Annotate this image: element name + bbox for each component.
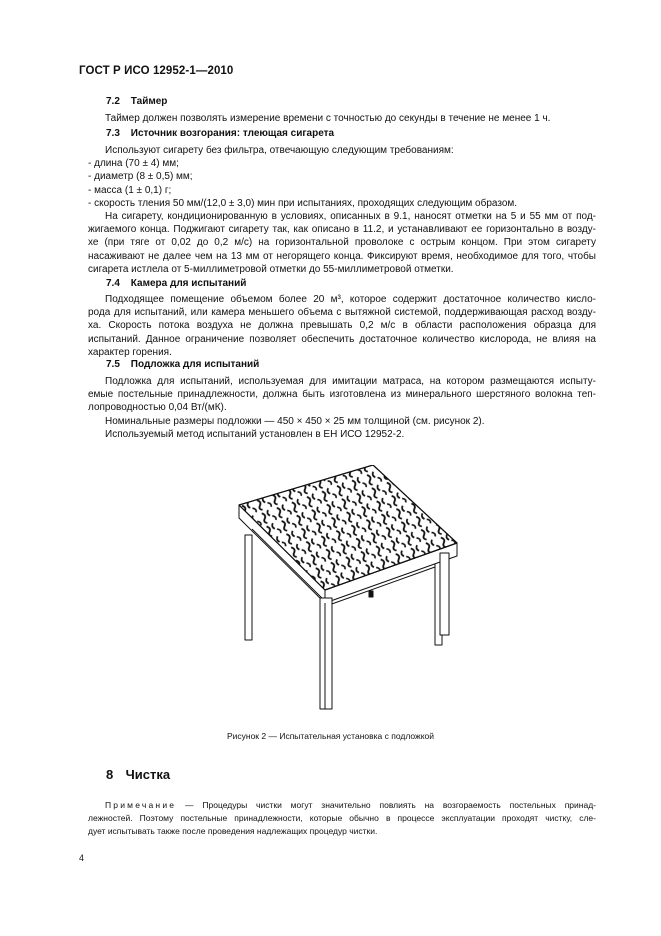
section-number: 7.2 — [106, 96, 120, 107]
list-item: - диаметр (8 ± 0,5) мм; — [88, 171, 193, 183]
section-7-5-heading — [106, 359, 259, 370]
section-title: Таймер — [130, 96, 168, 107]
section-number: 8 — [106, 767, 114, 782]
figure-caption: Рисунок 2 — Испытательная установка с подложкой — [226, 731, 435, 741]
section-number: 7.5 — [106, 359, 120, 370]
note-label: Примечание — [105, 800, 177, 810]
text-line: емые постельные принадлежности, должна быть изготовлена из минерального шерстяного волокна теп- — [88, 389, 596, 401]
text-line: Подходящее помещение объемом более 20 м³, которое содержит достаточное количество кисло- — [105, 294, 596, 305]
text-line: Номинальные размеры подложки — 450 × 450 × 25 мм толщиной (см. рисунок 2). — [105, 415, 485, 427]
section-7-3-heading — [106, 128, 334, 139]
section-number: 7.4 — [106, 278, 120, 289]
list-item: - длина (70 ± 4) мм; — [88, 158, 179, 170]
section-7-3-body — [88, 144, 596, 276]
note-line: дует испытывать также после проведения надлежащих процедур чистки. — [88, 826, 378, 836]
list-item: - масса (1 ± 0,1) г; — [88, 184, 172, 196]
section-7-4-body — [88, 293, 596, 359]
text-line: лопроводностью 0,04 Вт/(мК). — [88, 402, 227, 414]
section-8-heading — [106, 767, 170, 782]
text-line: Подложка для испытаний, используемая для имитации матраса, на котором размещаются испыту- — [105, 376, 596, 387]
text-line: Используемый метод испытаний установлен в ЕН ИСО 12952-2. — [105, 428, 405, 440]
section-number: 7.3 — [106, 128, 120, 139]
section-7-4-heading — [106, 278, 246, 289]
note-block — [88, 799, 596, 838]
note-line — [88, 799, 596, 812]
text-line: Используют сигарету без фильтра, отвечающую следующим требованиям: — [105, 145, 454, 156]
note-line: лежностей. Поэтому постельные принадлежности, которые обычно в процессе эксплуатации проходят чистку, сле- — [88, 813, 596, 823]
section-7-2-body — [88, 112, 596, 125]
note-text: — Процедуры чистки могут значительно повлиять на возгораемость постельных принад- — [185, 800, 596, 810]
text-line: рода для испытаний, или камера меньшего объема с вытяжной системой, поддерживающая расход возду- — [88, 307, 596, 319]
section-title: Источник возгорания: тлеющая сигарета — [130, 128, 335, 139]
text-line: характер горения. — [88, 346, 172, 358]
text-line: Таймер должен позволять измерение времени с точностью до секунды в течение не менее 1 ч. — [105, 113, 551, 124]
page-number: 4 — [79, 853, 85, 863]
section-title: Камера для испытаний — [130, 278, 247, 289]
document-header: ГОСТ Р ИСО 12952-1—2010 — [79, 65, 234, 77]
text-line: ха. Скорость потока воздуха не должна превышать 0,2 м/с в области расположения образца для — [88, 320, 596, 332]
test-stand-figure — [225, 465, 475, 720]
text-line: хе (при тяге от 0,02 до 0,2 м/с) на горизонтальной проволоке с острым концом. При этом сигарету — [88, 237, 596, 249]
list-item: - скорость тления 50 мм/(12,0 ± 3,0) мин при испытаниях, проходящих следующим образом. — [88, 197, 518, 209]
text-line: На сигарету, кондиционированную в условиях, описанных в 9.1, наносят отметки на 5 и 55 мм от под- — [105, 210, 596, 222]
text-line: сигарета истлела от 5-миллиметровой отметки до 55-миллиметровой отметки. — [88, 263, 454, 275]
section-7-5-body — [88, 375, 596, 441]
text-line: испытаний. Данное ограничение позволяет обеспечить достаточное количество кислорода, не влияя на — [88, 333, 596, 345]
section-title: Чистка — [125, 767, 171, 782]
text-line: жигаемого конца. Поджигают сигарету так, как описано в 11.2, и устанавливают ее горизонтально в возду- — [88, 224, 596, 236]
section-7-2-heading — [106, 96, 167, 107]
section-title: Подложка для испытаний — [130, 359, 260, 370]
text-line: насаживают не далее чем на 13 мм от негорящего конца. Фиксируют время, необходимое для того, чтобы — [88, 250, 596, 262]
